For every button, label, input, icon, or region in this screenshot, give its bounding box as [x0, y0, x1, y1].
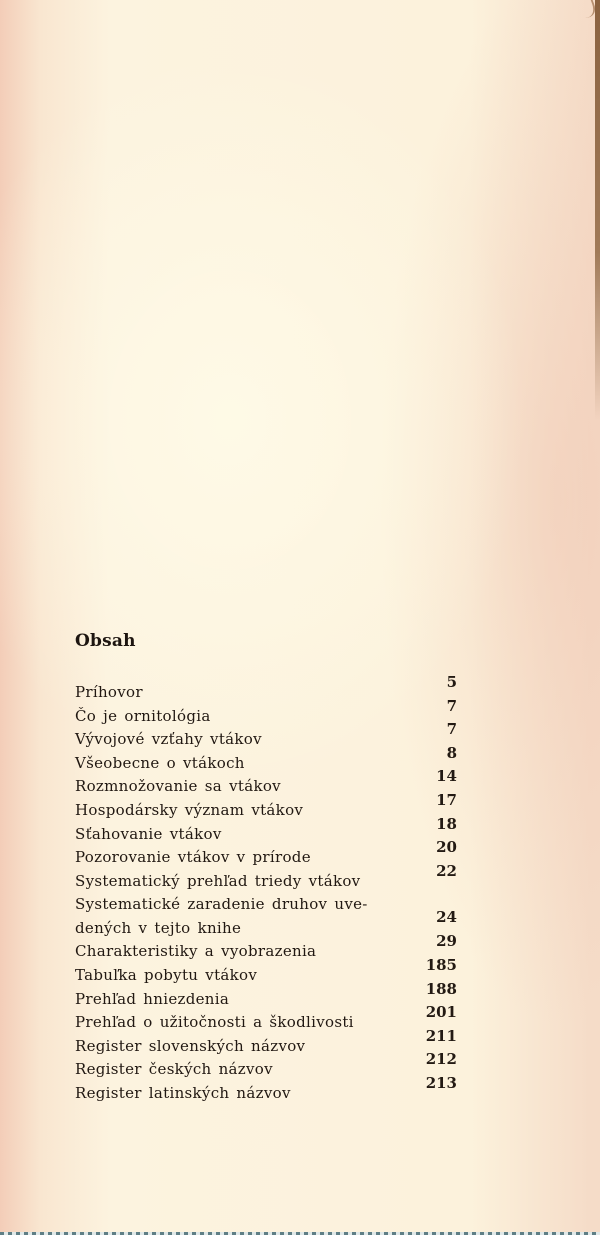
- toc-entry: [75, 861, 457, 891]
- toc-entry-label: Register latinských názvov: [75, 1083, 291, 1102]
- toc-entry-page: 24: [436, 908, 457, 927]
- toc-entry: [75, 1003, 457, 1032]
- toc-entry: [75, 932, 457, 961]
- toc-entry-page: 201: [425, 1003, 457, 1022]
- toc-entry-page: 212: [425, 1050, 457, 1069]
- toc-entry-page: 5: [446, 673, 457, 691]
- toc-entry-page: 188: [425, 979, 457, 998]
- toc-entry: [75, 743, 457, 773]
- toc-entry-label: Register slovenských názvov: [75, 1036, 306, 1055]
- toc-heading: Obsah: [75, 631, 136, 651]
- toc-entry-page: 213: [425, 1073, 457, 1092]
- toc-entry-label: Charakteristiky a vyobrazenia: [75, 942, 317, 961]
- toc-entry: [75, 767, 457, 796]
- toc-entry-page: 29: [436, 932, 457, 951]
- toc-entry-label-line1: Systematické zaradenie druhov uve-: [75, 895, 368, 914]
- toc-entry: [75, 720, 457, 749]
- page-edge-shadow: [595, 0, 600, 420]
- toc-entry-label: Vývojové vzťahy vtákov: [75, 730, 262, 749]
- toc-entry-label: Pozorovanie vtákov v prírode: [75, 848, 311, 867]
- toc-entry-label: Čo je ornitológia: [75, 706, 211, 725]
- toc-entry-page: 17: [436, 790, 457, 809]
- toc-entry-label: Príhovor: [75, 683, 143, 701]
- toc-entry: [75, 1026, 457, 1056]
- toc-entry-label-line2: dených v tejto knihe: [75, 919, 242, 938]
- toc-entry-page: 211: [425, 1026, 457, 1045]
- toc-entry-label: Rozmnožovanie sa vtákov: [75, 777, 281, 796]
- table-of-contents: [75, 673, 457, 1103]
- toc-entry-page: 20: [436, 838, 457, 857]
- toc-entry: [75, 1050, 457, 1079]
- toc-entry: [75, 814, 457, 844]
- toc-entry-label: [75, 892, 415, 940]
- toc-entry-label: Prehľad hniezdenia: [75, 989, 230, 1008]
- toc-entry: [75, 673, 457, 702]
- toc-entry: [75, 955, 457, 985]
- toc-entry-label: Všeobecne o vtákoch: [75, 753, 245, 772]
- toc-entry: [75, 696, 457, 726]
- toc-entry-page: 18: [436, 814, 457, 833]
- toc-entry-label: Systematický prehľad triedy vtákov: [75, 871, 361, 890]
- toc-entry: [75, 838, 457, 867]
- toc-entry-label: Tabuľka pobytu vtákov: [75, 965, 258, 984]
- toc-entry-label: Register českých názvov: [75, 1060, 273, 1079]
- toc-entry-page: 22: [436, 861, 457, 880]
- toc-entry-page: 7: [446, 696, 457, 715]
- toc-entry: [75, 890, 457, 937]
- toc-entry-page: 185: [425, 955, 457, 974]
- toc-entry-page: 8: [446, 743, 457, 762]
- toc-entry-label: Prehľad o užitočnosti a škodlivosti: [75, 1013, 354, 1032]
- toc-entry-label: Sťahovanie vtákov: [75, 824, 222, 843]
- toc-entry-label: Hospodársky význam vtákov: [75, 800, 304, 819]
- toc-entry-page: 7: [446, 720, 457, 739]
- toc-entry-page: 14: [436, 767, 457, 786]
- toc-entry: [75, 979, 457, 1009]
- toc-entry: [75, 790, 457, 820]
- toc-entry: [75, 1073, 457, 1103]
